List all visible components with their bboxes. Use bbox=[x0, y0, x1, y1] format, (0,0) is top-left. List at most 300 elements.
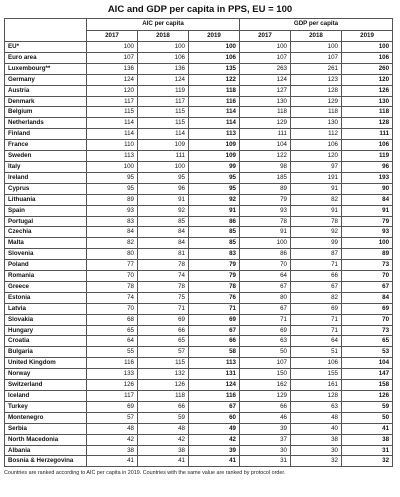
aic-value-cell: 85 bbox=[189, 238, 240, 249]
year-header: 2019 bbox=[189, 30, 240, 42]
gdp-value-cell: 89 bbox=[240, 183, 291, 194]
aic-value-cell: 80 bbox=[87, 249, 138, 260]
country-cell: Spain bbox=[5, 205, 87, 216]
gdp-value-cell: 130 bbox=[240, 96, 291, 107]
aic-value-cell: 110 bbox=[87, 140, 138, 151]
table-row bbox=[5, 140, 393, 151]
country-cell: Cyprus bbox=[5, 183, 87, 194]
gdp-value-cell: 100 bbox=[240, 238, 291, 249]
table-row bbox=[5, 74, 393, 85]
gdp-value-cell: 53 bbox=[342, 347, 393, 358]
country-cell: Italy bbox=[5, 161, 87, 172]
gdp-value-cell: 93 bbox=[240, 205, 291, 216]
gdp-value-cell: 129 bbox=[240, 391, 291, 402]
gdp-value-cell: 158 bbox=[342, 380, 393, 391]
aic-value-cell: 78 bbox=[189, 281, 240, 292]
aic-value-cell: 117 bbox=[87, 96, 138, 107]
aic-value-cell: 114 bbox=[189, 107, 240, 118]
country-cell: Switzerland bbox=[5, 380, 87, 391]
aic-value-cell: 111 bbox=[138, 151, 189, 162]
gdp-value-cell: 155 bbox=[291, 369, 342, 380]
country-cell: North Macedonia bbox=[5, 434, 87, 445]
country-cell: Norway bbox=[5, 369, 87, 380]
gdp-value-cell: 107 bbox=[240, 358, 291, 369]
aic-value-cell: 136 bbox=[138, 63, 189, 74]
aic-value-cell: 107 bbox=[87, 52, 138, 63]
aic-value-cell: 85 bbox=[138, 216, 189, 227]
table-body bbox=[5, 42, 393, 467]
gdp-value-cell: 112 bbox=[291, 129, 342, 140]
gdp-value-cell: 90 bbox=[342, 183, 393, 194]
gdp-value-cell: 97 bbox=[291, 161, 342, 172]
table-row bbox=[5, 227, 393, 238]
gdp-value-cell: 150 bbox=[240, 369, 291, 380]
gdp-value-cell: 65 bbox=[342, 336, 393, 347]
gdp-value-cell: 37 bbox=[240, 434, 291, 445]
gdp-value-cell: 122 bbox=[240, 151, 291, 162]
gdp-value-cell: 91 bbox=[291, 183, 342, 194]
gdp-value-cell: 127 bbox=[240, 85, 291, 96]
aic-value-cell: 114 bbox=[189, 118, 240, 129]
gdp-value-cell: 130 bbox=[291, 118, 342, 129]
aic-value-cell: 78 bbox=[87, 281, 138, 292]
gdp-value-cell: 96 bbox=[342, 161, 393, 172]
aic-value-cell: 126 bbox=[138, 380, 189, 391]
country-cell: Croatia bbox=[5, 336, 87, 347]
aic-value-cell: 100 bbox=[138, 42, 189, 53]
gdp-value-cell: 64 bbox=[240, 271, 291, 282]
aic-value-cell: 91 bbox=[189, 205, 240, 216]
country-cell: Montenegro bbox=[5, 412, 87, 423]
aic-value-cell: 132 bbox=[138, 369, 189, 380]
year-header: 2017 bbox=[87, 30, 138, 42]
gdp-value-cell: 128 bbox=[291, 391, 342, 402]
gdp-value-cell: 120 bbox=[342, 74, 393, 85]
aic-value-cell: 71 bbox=[189, 303, 240, 314]
aic-value-cell: 38 bbox=[138, 445, 189, 456]
aic-value-cell: 41 bbox=[87, 456, 138, 467]
table-row bbox=[5, 151, 393, 162]
table-row bbox=[5, 107, 393, 118]
gdp-value-cell: 66 bbox=[240, 401, 291, 412]
aic-value-cell: 79 bbox=[189, 260, 240, 271]
table-row bbox=[5, 183, 393, 194]
gdp-value-cell: 31 bbox=[342, 445, 393, 456]
country-cell: Portugal bbox=[5, 216, 87, 227]
aic-value-cell: 118 bbox=[138, 391, 189, 402]
gdp-value-cell: 64 bbox=[291, 336, 342, 347]
gdp-value-cell: 30 bbox=[240, 445, 291, 456]
aic-value-cell: 124 bbox=[87, 74, 138, 85]
table-row bbox=[5, 358, 393, 369]
aic-value-cell: 42 bbox=[189, 434, 240, 445]
gdp-value-cell: 30 bbox=[291, 445, 342, 456]
table-row bbox=[5, 260, 393, 271]
gdp-value-cell: 39 bbox=[240, 423, 291, 434]
country-cell: Romania bbox=[5, 271, 87, 282]
year-header: 2017 bbox=[240, 30, 291, 42]
aic-value-cell: 70 bbox=[87, 303, 138, 314]
aic-value-cell: 124 bbox=[189, 380, 240, 391]
aic-value-cell: 106 bbox=[189, 52, 240, 63]
country-cell: Bulgaria bbox=[5, 347, 87, 358]
aic-value-cell: 115 bbox=[138, 358, 189, 369]
gdp-value-cell: 92 bbox=[291, 227, 342, 238]
aic-value-cell: 55 bbox=[87, 347, 138, 358]
gdp-value-cell: 48 bbox=[291, 412, 342, 423]
aic-value-cell: 60 bbox=[189, 412, 240, 423]
table-title: AIC and GDP per capita in PPS, EU = 100 bbox=[107, 4, 293, 15]
gdp-value-cell: 70 bbox=[342, 271, 393, 282]
country-cell: France bbox=[5, 140, 87, 151]
aic-value-cell: 48 bbox=[87, 423, 138, 434]
aic-value-cell: 67 bbox=[189, 401, 240, 412]
aic-value-cell: 95 bbox=[189, 172, 240, 183]
aic-value-cell: 99 bbox=[189, 161, 240, 172]
aic-value-cell: 38 bbox=[87, 445, 138, 456]
aic-value-cell: 106 bbox=[138, 52, 189, 63]
gdp-value-cell: 79 bbox=[342, 216, 393, 227]
gdp-value-cell: 32 bbox=[291, 456, 342, 467]
aic-value-cell: 116 bbox=[189, 96, 240, 107]
country-cell: Euro area bbox=[5, 52, 87, 63]
aic-value-cell: 116 bbox=[87, 358, 138, 369]
gdp-value-cell: 107 bbox=[240, 52, 291, 63]
aic-value-cell: 84 bbox=[87, 227, 138, 238]
table-row bbox=[5, 445, 393, 456]
country-cell: Iceland bbox=[5, 391, 87, 402]
aic-value-cell: 118 bbox=[189, 85, 240, 96]
table-row bbox=[5, 129, 393, 140]
gdp-value-cell: 100 bbox=[291, 42, 342, 53]
table-row bbox=[5, 380, 393, 391]
gdp-value-cell: 91 bbox=[291, 205, 342, 216]
gdp-value-cell: 73 bbox=[342, 260, 393, 271]
gdp-value-cell: 120 bbox=[291, 151, 342, 162]
table-row bbox=[5, 369, 393, 380]
table-row bbox=[5, 423, 393, 434]
gdp-value-cell: 106 bbox=[291, 140, 342, 151]
table-row bbox=[5, 52, 393, 63]
gdp-value-cell: 100 bbox=[342, 238, 393, 249]
gdp-value-cell: 59 bbox=[342, 401, 393, 412]
gdp-value-cell: 191 bbox=[291, 172, 342, 183]
aic-value-cell: 77 bbox=[87, 260, 138, 271]
gdp-value-cell: 84 bbox=[342, 292, 393, 303]
gdp-value-cell: 51 bbox=[291, 347, 342, 358]
year-header: 2019 bbox=[342, 30, 393, 42]
aic-value-cell: 113 bbox=[189, 358, 240, 369]
aic-value-cell: 117 bbox=[87, 391, 138, 402]
country-cell: Hungary bbox=[5, 325, 87, 336]
aic-value-cell: 100 bbox=[87, 42, 138, 53]
footnote: Countries are ranked according to AIC per capita in 2019. Countries with the same value are ranked by protocol order. bbox=[4, 470, 286, 477]
country-cell: Greece bbox=[5, 281, 87, 292]
aic-value-cell: 42 bbox=[138, 434, 189, 445]
table-row bbox=[5, 325, 393, 336]
aic-value-cell: 74 bbox=[138, 271, 189, 282]
data-table bbox=[4, 18, 393, 467]
aic-value-cell: 100 bbox=[87, 161, 138, 172]
aic-value-cell: 114 bbox=[87, 118, 138, 129]
gdp-value-cell: 84 bbox=[342, 194, 393, 205]
gdp-value-cell: 93 bbox=[342, 227, 393, 238]
gdp-value-cell: 193 bbox=[342, 172, 393, 183]
table-row bbox=[5, 161, 393, 172]
aic-value-cell: 92 bbox=[138, 205, 189, 216]
country-cell: Ireland bbox=[5, 172, 87, 183]
table-row bbox=[5, 249, 393, 260]
aic-value-cell: 65 bbox=[87, 325, 138, 336]
table-row bbox=[5, 401, 393, 412]
aic-value-cell: 115 bbox=[138, 107, 189, 118]
aic-value-cell: 93 bbox=[87, 205, 138, 216]
country-cell: EU* bbox=[5, 42, 87, 53]
country-cell: Germany bbox=[5, 74, 87, 85]
aic-value-cell: 113 bbox=[189, 129, 240, 140]
gdp-value-cell: 67 bbox=[240, 281, 291, 292]
gdp-value-cell: 119 bbox=[342, 151, 393, 162]
aic-value-cell: 113 bbox=[87, 151, 138, 162]
gdp-value-cell: 80 bbox=[240, 292, 291, 303]
country-cell: Turkey bbox=[5, 401, 87, 412]
gdp-value-cell: 69 bbox=[342, 303, 393, 314]
aic-value-cell: 120 bbox=[87, 85, 138, 96]
aic-value-cell: 81 bbox=[138, 249, 189, 260]
gdp-value-cell: 82 bbox=[291, 292, 342, 303]
aic-value-cell: 70 bbox=[87, 271, 138, 282]
gdp-value-cell: 261 bbox=[291, 63, 342, 74]
aic-value-cell: 78 bbox=[138, 260, 189, 271]
table-row bbox=[5, 205, 393, 216]
aic-value-cell: 100 bbox=[138, 161, 189, 172]
aic-value-cell: 66 bbox=[189, 336, 240, 347]
table-row bbox=[5, 96, 393, 107]
table-row bbox=[5, 456, 393, 467]
table-row bbox=[5, 314, 393, 325]
gdp-value-cell: 106 bbox=[291, 358, 342, 369]
aic-value-cell: 133 bbox=[87, 369, 138, 380]
aic-value-cell: 57 bbox=[87, 412, 138, 423]
aic-value-cell: 85 bbox=[189, 227, 240, 238]
aic-value-cell: 65 bbox=[138, 336, 189, 347]
aic-value-cell: 67 bbox=[189, 325, 240, 336]
aic-value-cell: 78 bbox=[138, 281, 189, 292]
table-row bbox=[5, 412, 393, 423]
aic-value-cell: 57 bbox=[138, 347, 189, 358]
country-cell: Luxembourg** bbox=[5, 63, 87, 74]
gdp-group-header: GDP per capita bbox=[240, 19, 393, 31]
table-row bbox=[5, 194, 393, 205]
gdp-value-cell: 99 bbox=[291, 238, 342, 249]
gdp-value-cell: 130 bbox=[342, 96, 393, 107]
aic-value-cell: 79 bbox=[189, 271, 240, 282]
gdp-value-cell: 67 bbox=[240, 303, 291, 314]
gdp-value-cell: 50 bbox=[240, 347, 291, 358]
aic-value-cell: 119 bbox=[138, 85, 189, 96]
aic-value-cell: 96 bbox=[138, 183, 189, 194]
country-cell: Lithuania bbox=[5, 194, 87, 205]
aic-value-cell: 82 bbox=[87, 238, 138, 249]
gdp-value-cell: 50 bbox=[342, 412, 393, 423]
table-row bbox=[5, 303, 393, 314]
gdp-value-cell: 67 bbox=[342, 281, 393, 292]
country-cell: Austria bbox=[5, 85, 87, 96]
table-row bbox=[5, 172, 393, 183]
country-cell: Poland bbox=[5, 260, 87, 271]
aic-value-cell: 69 bbox=[189, 314, 240, 325]
gdp-value-cell: 260 bbox=[342, 63, 393, 74]
aic-value-cell: 68 bbox=[87, 314, 138, 325]
gdp-value-cell: 63 bbox=[291, 401, 342, 412]
aic-value-cell: 83 bbox=[87, 216, 138, 227]
gdp-value-cell: 104 bbox=[240, 140, 291, 151]
aic-value-cell: 71 bbox=[138, 303, 189, 314]
gdp-value-cell: 41 bbox=[342, 423, 393, 434]
gdp-value-cell: 104 bbox=[342, 358, 393, 369]
gdp-value-cell: 86 bbox=[240, 249, 291, 260]
table-row bbox=[5, 292, 393, 303]
aic-value-cell: 114 bbox=[138, 129, 189, 140]
aic-value-cell: 109 bbox=[138, 140, 189, 151]
gdp-value-cell: 124 bbox=[240, 74, 291, 85]
gdp-value-cell: 69 bbox=[240, 325, 291, 336]
gdp-value-cell: 79 bbox=[240, 194, 291, 205]
aic-value-cell: 115 bbox=[138, 118, 189, 129]
table-row bbox=[5, 85, 393, 96]
gdp-value-cell: 100 bbox=[240, 42, 291, 53]
gdp-value-cell: 111 bbox=[240, 129, 291, 140]
gdp-value-cell: 89 bbox=[342, 249, 393, 260]
gdp-value-cell: 118 bbox=[291, 107, 342, 118]
gdp-value-cell: 71 bbox=[291, 314, 342, 325]
aic-value-cell: 115 bbox=[87, 107, 138, 118]
aic-group-header: AIC per capita bbox=[87, 19, 240, 31]
aic-value-cell: 83 bbox=[189, 249, 240, 260]
country-cell: Bosnia & Herzegovina bbox=[5, 456, 87, 467]
country-cell: Finland bbox=[5, 129, 87, 140]
aic-value-cell: 42 bbox=[87, 434, 138, 445]
aic-value-cell: 91 bbox=[138, 194, 189, 205]
gdp-value-cell: 82 bbox=[291, 194, 342, 205]
table-row bbox=[5, 63, 393, 74]
gdp-value-cell: 129 bbox=[291, 96, 342, 107]
table-row bbox=[5, 434, 393, 445]
aic-value-cell: 69 bbox=[138, 314, 189, 325]
table-row bbox=[5, 238, 393, 249]
country-cell: Slovakia bbox=[5, 314, 87, 325]
gdp-value-cell: 126 bbox=[342, 85, 393, 96]
country-header bbox=[5, 19, 87, 42]
gdp-value-cell: 78 bbox=[240, 216, 291, 227]
gdp-value-cell: 106 bbox=[342, 140, 393, 151]
gdp-value-cell: 147 bbox=[342, 369, 393, 380]
aic-value-cell: 126 bbox=[87, 380, 138, 391]
gdp-value-cell: 70 bbox=[342, 314, 393, 325]
table-row bbox=[5, 216, 393, 227]
table-row bbox=[5, 391, 393, 402]
table-row bbox=[5, 271, 393, 282]
country-cell: Estonia bbox=[5, 292, 87, 303]
gdp-value-cell: 106 bbox=[342, 52, 393, 63]
gdp-value-cell: 31 bbox=[240, 456, 291, 467]
gdp-value-cell: 46 bbox=[240, 412, 291, 423]
gdp-value-cell: 263 bbox=[240, 63, 291, 74]
aic-value-cell: 117 bbox=[138, 96, 189, 107]
aic-value-cell: 124 bbox=[138, 74, 189, 85]
aic-value-cell: 95 bbox=[189, 183, 240, 194]
country-cell: Netherlands bbox=[5, 118, 87, 129]
gdp-value-cell: 71 bbox=[291, 325, 342, 336]
aic-value-cell: 84 bbox=[138, 227, 189, 238]
gdp-value-cell: 67 bbox=[291, 281, 342, 292]
aic-value-cell: 75 bbox=[138, 292, 189, 303]
aic-value-cell: 84 bbox=[138, 238, 189, 249]
country-cell: Serbia bbox=[5, 423, 87, 434]
year-header: 2018 bbox=[138, 30, 189, 42]
aic-value-cell: 95 bbox=[87, 183, 138, 194]
gdp-value-cell: 118 bbox=[240, 107, 291, 118]
country-cell: Albania bbox=[5, 445, 87, 456]
country-cell: Slovenia bbox=[5, 249, 87, 260]
country-cell: United Kingdom bbox=[5, 358, 87, 369]
country-cell: Belgium bbox=[5, 107, 87, 118]
aic-value-cell: 49 bbox=[189, 423, 240, 434]
gdp-value-cell: 126 bbox=[342, 391, 393, 402]
aic-value-cell: 109 bbox=[189, 151, 240, 162]
aic-value-cell: 116 bbox=[189, 391, 240, 402]
country-cell: Denmark bbox=[5, 96, 87, 107]
country-cell: Malta bbox=[5, 238, 87, 249]
gdp-value-cell: 91 bbox=[240, 227, 291, 238]
aic-value-cell: 89 bbox=[87, 194, 138, 205]
aic-value-cell: 48 bbox=[138, 423, 189, 434]
gdp-value-cell: 162 bbox=[240, 380, 291, 391]
aic-value-cell: 58 bbox=[189, 347, 240, 358]
gdp-value-cell: 69 bbox=[291, 303, 342, 314]
gdp-value-cell: 66 bbox=[291, 271, 342, 282]
gdp-value-cell: 118 bbox=[342, 107, 393, 118]
table-row bbox=[5, 281, 393, 292]
aic-value-cell: 95 bbox=[87, 172, 138, 183]
gdp-value-cell: 128 bbox=[291, 85, 342, 96]
gdp-value-cell: 32 bbox=[342, 456, 393, 467]
gdp-value-cell: 107 bbox=[291, 52, 342, 63]
table-row bbox=[5, 42, 393, 53]
aic-value-cell: 86 bbox=[189, 216, 240, 227]
aic-value-cell: 41 bbox=[138, 456, 189, 467]
table-row bbox=[5, 118, 393, 129]
gdp-value-cell: 38 bbox=[291, 434, 342, 445]
country-cell: Latvia bbox=[5, 303, 87, 314]
aic-value-cell: 122 bbox=[189, 74, 240, 85]
gdp-value-cell: 78 bbox=[291, 216, 342, 227]
aic-value-cell: 92 bbox=[189, 194, 240, 205]
gdp-value-cell: 98 bbox=[240, 161, 291, 172]
aic-value-cell: 64 bbox=[87, 336, 138, 347]
gdp-value-cell: 38 bbox=[342, 434, 393, 445]
gdp-value-cell: 100 bbox=[342, 42, 393, 53]
gdp-value-cell: 87 bbox=[291, 249, 342, 260]
aic-value-cell: 59 bbox=[138, 412, 189, 423]
country-cell: Czechia bbox=[5, 227, 87, 238]
gdp-value-cell: 73 bbox=[342, 325, 393, 336]
aic-value-cell: 135 bbox=[189, 63, 240, 74]
gdp-value-cell: 185 bbox=[240, 172, 291, 183]
header-group-row bbox=[5, 19, 393, 31]
gdp-value-cell: 128 bbox=[342, 118, 393, 129]
aic-value-cell: 69 bbox=[87, 401, 138, 412]
